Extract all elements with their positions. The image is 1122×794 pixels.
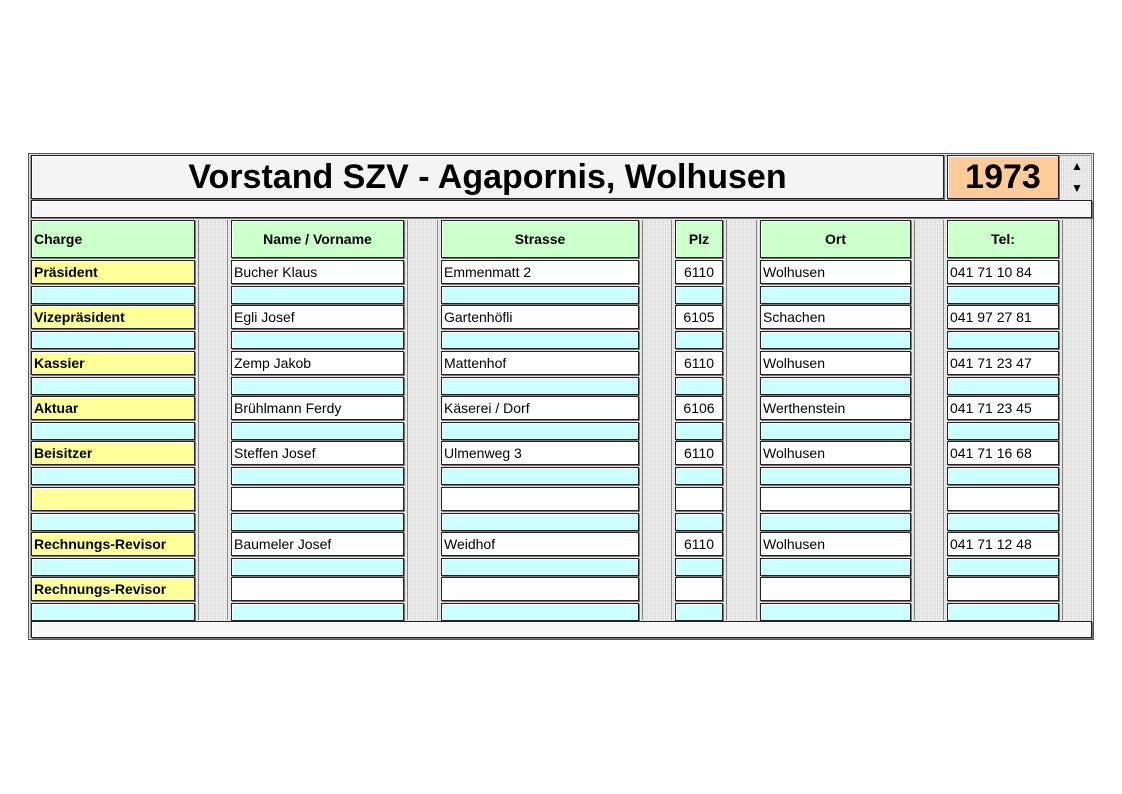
- cell-strasse-extra[interactable]: [441, 558, 639, 576]
- cell-plz[interactable]: 6106: [675, 396, 723, 420]
- cell-plz-extra[interactable]: [675, 603, 723, 621]
- cell-charge-extra[interactable]: [31, 558, 195, 576]
- cell-tel-extra[interactable]: [947, 513, 1059, 531]
- cell-ort[interactable]: Wolhusen: [760, 260, 911, 284]
- spin-up-icon[interactable]: ▲: [1071, 159, 1083, 173]
- cell-name[interactable]: Zemp Jakob: [231, 351, 404, 375]
- year-field[interactable]: 1973: [947, 155, 1059, 199]
- footer-bar: [31, 621, 1092, 638]
- cell-strasse[interactable]: [441, 487, 639, 511]
- cell-strasse-extra[interactable]: [441, 467, 639, 485]
- cell-tel-extra[interactable]: [947, 377, 1059, 395]
- cell-tel[interactable]: 041 71 12 48: [947, 532, 1059, 556]
- year-spinner[interactable]: [1062, 155, 1092, 199]
- cell-tel-extra[interactable]: [947, 603, 1059, 621]
- cell-charge[interactable]: Vizepräsident: [31, 305, 195, 329]
- column-gap: [726, 220, 757, 620]
- cell-plz[interactable]: 6110: [675, 351, 723, 375]
- cell-plz-extra[interactable]: [675, 467, 723, 485]
- cell-charge[interactable]: [31, 487, 195, 511]
- cell-ort-extra[interactable]: [760, 331, 911, 349]
- cell-plz[interactable]: [675, 487, 723, 511]
- cell-strasse[interactable]: Käserei / Dorf: [441, 396, 639, 420]
- cell-ort[interactable]: Wolhusen: [760, 441, 911, 465]
- cell-charge-extra[interactable]: [31, 513, 195, 531]
- cell-name-extra[interactable]: [231, 331, 404, 349]
- cell-name[interactable]: [231, 577, 404, 601]
- cell-strasse-extra[interactable]: [441, 513, 639, 531]
- cell-strasse-extra[interactable]: [441, 603, 639, 621]
- header-charge: Charge: [31, 220, 195, 258]
- header-name: Name / Vorname: [231, 220, 404, 258]
- column-gap: [642, 220, 672, 620]
- cell-plz-extra[interactable]: [675, 558, 723, 576]
- cell-name-extra[interactable]: [231, 422, 404, 440]
- cell-strasse-extra[interactable]: [441, 286, 639, 304]
- cell-plz[interactable]: 6110: [675, 441, 723, 465]
- cell-strasse-extra[interactable]: [441, 422, 639, 440]
- spacer-bar: [31, 200, 1092, 218]
- cell-charge-extra[interactable]: [31, 603, 195, 621]
- cell-charge-extra[interactable]: [31, 467, 195, 485]
- header-strasse: Strasse: [441, 220, 639, 258]
- cell-tel[interactable]: 041 71 23 47: [947, 351, 1059, 375]
- cell-plz[interactable]: 6110: [675, 260, 723, 284]
- cell-ort-extra[interactable]: [760, 603, 911, 621]
- cell-name-extra[interactable]: [231, 286, 404, 304]
- cell-name-extra[interactable]: [231, 558, 404, 576]
- cell-plz-extra[interactable]: [675, 422, 723, 440]
- cell-name[interactable]: Steffen Josef: [231, 441, 404, 465]
- cell-name-extra[interactable]: [231, 467, 404, 485]
- column-gap: [198, 220, 228, 620]
- cell-ort[interactable]: Wolhusen: [760, 532, 911, 556]
- cell-plz[interactable]: 6110: [675, 532, 723, 556]
- column-gap: [1062, 220, 1092, 620]
- spin-down-icon[interactable]: ▼: [1071, 181, 1083, 195]
- cell-plz[interactable]: [675, 577, 723, 601]
- cell-charge[interactable]: Präsident: [31, 260, 195, 284]
- cell-ort[interactable]: Wolhusen: [760, 351, 911, 375]
- cell-ort-extra[interactable]: [760, 286, 911, 304]
- cell-name[interactable]: [231, 487, 404, 511]
- cell-charge-extra[interactable]: [31, 331, 195, 349]
- cell-charge[interactable]: Rechnungs-Revisor: [31, 577, 195, 601]
- cell-strasse[interactable]: Mattenhof: [441, 351, 639, 375]
- cell-tel[interactable]: [947, 487, 1059, 511]
- cell-plz-extra[interactable]: [675, 331, 723, 349]
- cell-ort-extra[interactable]: [760, 558, 911, 576]
- cell-tel[interactable]: 041 71 16 68: [947, 441, 1059, 465]
- column-gap: [914, 220, 944, 620]
- cell-tel-extra[interactable]: [947, 467, 1059, 485]
- cell-plz-extra[interactable]: [675, 513, 723, 531]
- cell-tel[interactable]: 041 97 27 81: [947, 305, 1059, 329]
- cell-tel-extra[interactable]: [947, 286, 1059, 304]
- cell-plz[interactable]: 6105: [675, 305, 723, 329]
- cell-ort-extra[interactable]: [760, 467, 911, 485]
- cell-ort-extra[interactable]: [760, 513, 911, 531]
- cell-tel[interactable]: [947, 577, 1059, 601]
- cell-name-extra[interactable]: [231, 377, 404, 395]
- cell-tel[interactable]: 041 71 23 45: [947, 396, 1059, 420]
- cell-strasse[interactable]: [441, 577, 639, 601]
- cell-ort[interactable]: Werthenstein: [760, 396, 911, 420]
- cell-charge[interactable]: Beisitzer: [31, 441, 195, 465]
- cell-name[interactable]: Bucher Klaus: [231, 260, 404, 284]
- cell-ort-extra[interactable]: [760, 422, 911, 440]
- cell-tel-extra[interactable]: [947, 331, 1059, 349]
- cell-plz-extra[interactable]: [675, 377, 723, 395]
- header-plz: Plz: [675, 220, 723, 258]
- cell-ort[interactable]: Schachen: [760, 305, 911, 329]
- cell-strasse-extra[interactable]: [441, 331, 639, 349]
- cell-tel[interactable]: 041 71 10 84: [947, 260, 1059, 284]
- cell-strasse[interactable]: Ulmenweg 3: [441, 441, 639, 465]
- cell-tel-extra[interactable]: [947, 422, 1059, 440]
- cell-strasse-extra[interactable]: [441, 377, 639, 395]
- cell-charge-extra[interactable]: [31, 377, 195, 395]
- column-gap: [407, 220, 438, 620]
- cell-charge-extra[interactable]: [31, 422, 195, 440]
- cell-ort[interactable]: [760, 577, 911, 601]
- cell-name[interactable]: Baumeler Josef: [231, 532, 404, 556]
- cell-plz-extra[interactable]: [675, 286, 723, 304]
- cell-charge[interactable]: Kassier: [31, 351, 195, 375]
- cell-tel-extra[interactable]: [947, 558, 1059, 576]
- cell-ort[interactable]: [760, 487, 911, 511]
- cell-strasse[interactable]: Weidhof: [441, 532, 639, 556]
- page-title: Vorstand SZV - Agapornis, Wolhusen: [31, 155, 944, 199]
- cell-charge[interactable]: Rechnungs-Revisor: [31, 532, 195, 556]
- cell-name-extra[interactable]: [231, 513, 404, 531]
- cell-ort-extra[interactable]: [760, 377, 911, 395]
- cell-strasse[interactable]: Emmenmatt 2: [441, 260, 639, 284]
- header-ort: Ort: [760, 220, 911, 258]
- header-tel: Tel:: [947, 220, 1059, 258]
- cell-charge[interactable]: Aktuar: [31, 396, 195, 420]
- cell-name[interactable]: Egli Josef: [231, 305, 404, 329]
- cell-strasse[interactable]: Gartenhöfli: [441, 305, 639, 329]
- cell-name[interactable]: Brühlmann Ferdy: [231, 396, 404, 420]
- cell-name-extra[interactable]: [231, 603, 404, 621]
- cell-charge-extra[interactable]: [31, 286, 195, 304]
